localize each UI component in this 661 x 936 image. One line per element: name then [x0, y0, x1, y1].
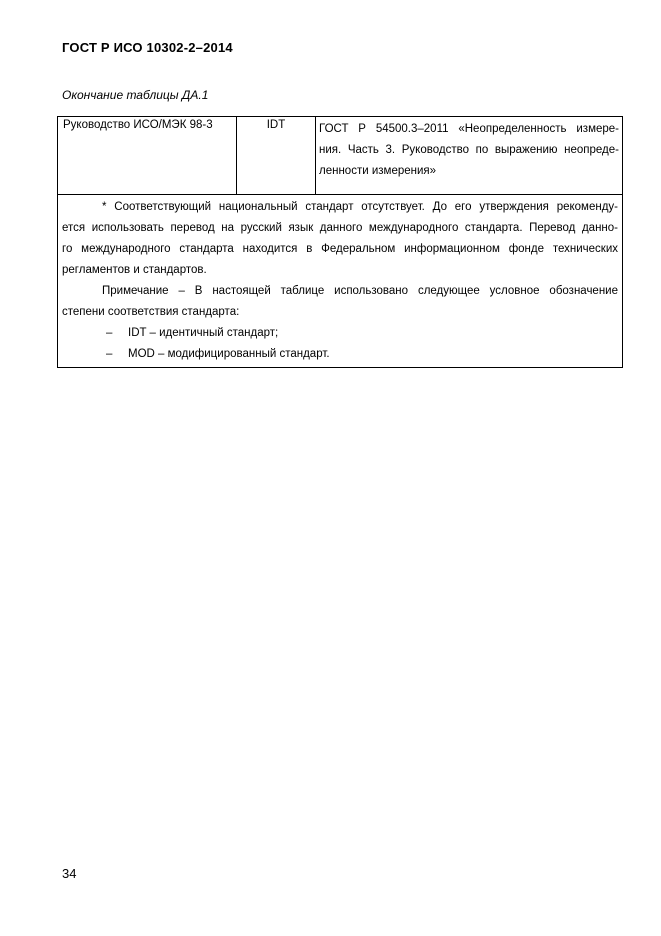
- table-caption: Окончание таблицы ДА.1: [62, 88, 209, 102]
- dash-marker: –: [106, 327, 113, 339]
- footnote-line: ется использовать перевод на русский язык данного международного стандарта. Перевод данно-: [62, 222, 618, 234]
- degree-cell: IDT: [237, 117, 316, 194]
- list-item: [62, 344, 618, 365]
- national-standard-line: ния. Часть 3. Руководство по выражению неопреде-: [319, 144, 619, 156]
- page-number: 34: [62, 866, 77, 881]
- note-line: степени соответствия стандарта:: [62, 306, 240, 318]
- national-standard-cell: [316, 117, 622, 194]
- footnote-line: * Соответствующий национальный стандарт отсутствует. До его утверждения рекоменду-: [102, 201, 618, 213]
- dash-marker: –: [106, 348, 113, 360]
- note-line: Примечание – В настоящей таблице использовано следующее условное обозначение: [102, 285, 618, 297]
- list-item-text: IDT – идентичный стандарт;: [128, 327, 279, 339]
- list-item: [62, 323, 618, 344]
- footnote-line: го международного стандарта находится в Федеральном информационном фонде технических: [62, 243, 618, 255]
- national-standard-line: ГОСТ Р 54500.3–2011 «Неопределенность измере-: [319, 123, 619, 135]
- correspondence-table: [57, 116, 623, 368]
- list-item-text: MOD – модифицированный стандарт.: [128, 348, 330, 360]
- document-header: ГОСТ Р ИСО 10302-2–2014: [62, 40, 233, 55]
- footnote-line: регламентов и стандартов.: [62, 264, 207, 276]
- table-footnote-row: [58, 195, 622, 367]
- reference-cell: Руководство ИСО/МЭК 98-3: [58, 117, 237, 194]
- table-row: [58, 117, 622, 195]
- national-standard-line: ленности измерения»: [319, 165, 437, 177]
